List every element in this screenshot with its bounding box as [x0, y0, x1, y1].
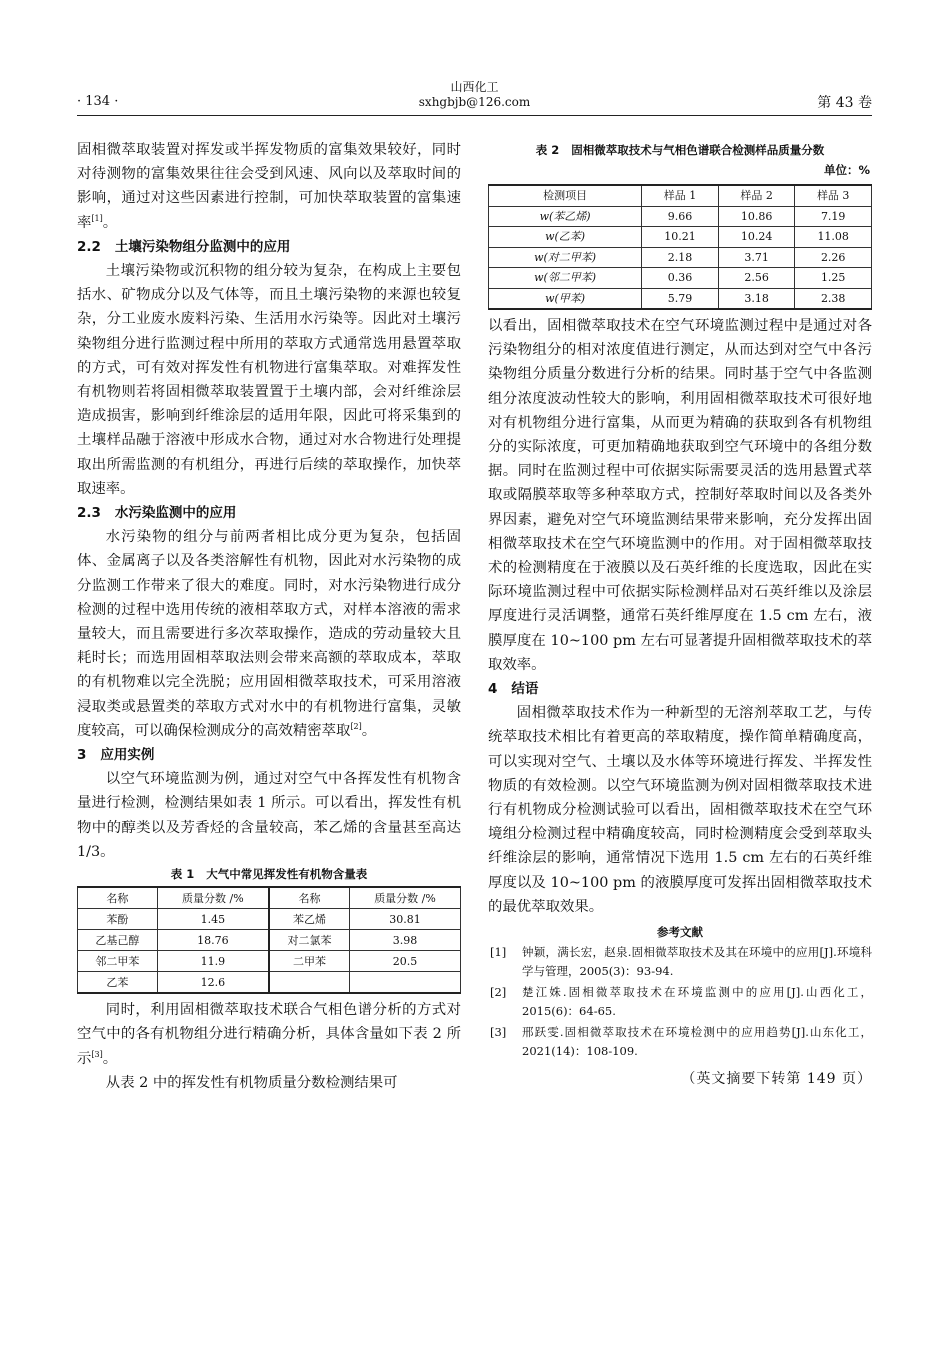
table-cell: w(乙苯) — [489, 227, 642, 248]
table-cell: 苯乙烯 — [269, 909, 350, 930]
table-cell: 20.5 — [350, 951, 461, 972]
table-2-header: 样品 3 — [795, 185, 872, 206]
page-number: · 134 · — [77, 94, 119, 109]
section-2-2-heading: 2.2 土壤污染物组分监测中的应用 — [77, 238, 291, 255]
table-row — [489, 268, 872, 289]
journal-name: 山西化工 — [450, 80, 499, 94]
table-cell: 乙基己醇 — [78, 930, 158, 951]
after-table-1-paragraph: 同时，利用固相微萃取技术联合气相色谱分析的方式对空气中的各有机物组分进行精确分析，具体含量如下表 2 所示[3]。 — [77, 1002, 461, 1067]
citation-1: [1] — [91, 213, 103, 223]
table-2-header: 样品 1 — [642, 185, 719, 206]
table-1 — [77, 886, 461, 994]
table-cell: 1.45 — [157, 909, 269, 930]
table-1-header: 名称 — [78, 887, 158, 909]
table-cell: 0.36 — [642, 268, 719, 289]
header-rule — [77, 115, 872, 116]
table-cell: 12.6 — [157, 972, 269, 994]
journal-info — [77, 80, 872, 110]
table-1-header: 质量分数 /% — [350, 887, 461, 909]
table-cell: 2.56 — [718, 268, 795, 289]
table-cell — [350, 972, 461, 994]
table-cell: 10.21 — [642, 227, 719, 248]
table-cell: 3.71 — [718, 247, 795, 268]
reference-text: 钟颖，满长宏，赵泉.固相微萃取技术及其在环境中的应用[J].环境科学与管理，2005(3)：93-94. — [522, 945, 872, 979]
table-row — [78, 909, 461, 930]
reference-item — [488, 943, 872, 981]
reference-number: [2] — [490, 985, 507, 1000]
page-header — [77, 78, 872, 118]
table-cell: 11.9 — [157, 951, 269, 972]
continued-paragraph: 以看出，固相微萃取技术在空气环境监测过程中是通过对各污染物组分的相对浓度值进行测定，从而达到对空气中各污染物组分质量分数进行分析的结果。同时基于空气中各监测组分浓度波动性较大的影响，利用固相微萃取技术可很好地对有机物组分进行富集，从而更为精确的获取到各有机物组分的实际浓度，可更加精确地获取到空气环境中的各组分数据。同时在监测过程中可依据实际需要灵活的选用悬置式萃取或隔膜萃取等多种萃取方式，控制好萃取时间以及各类外界因素，避免对空气环境监测结果带来影响，充分发挥出固相微萃取技术在空气环境监测中的作用。对于固相微萃取技术的检测精度在于液膜以及石英纤维的长度选取，因此在实际环境监测过程中可依据实际检测样品对石英纤维以及涂层厚度进行灵活调整，通常石英纤维厚度在 1.5 cm 左右，液膜厚度在 10~100 pm 左右可显著提升固相微萃取技术的萃取效率。 — [488, 318, 872, 673]
section-4-heading: 4 结语 — [488, 681, 539, 698]
reference-number: [3] — [490, 1025, 507, 1040]
reference-text: 邢跃雯.固相微萃取技术在环境检测中的应用趋势[J].山东化工，2021(14)：108-109. — [522, 1025, 872, 1059]
table-cell: 2.26 — [795, 247, 872, 268]
table-2-header-row — [489, 185, 872, 206]
citation-3: [3] — [91, 1049, 103, 1059]
table-row — [78, 930, 461, 951]
journal-email: sxhgbjb@126.com — [418, 95, 531, 109]
table-row — [489, 227, 872, 248]
references-title: 参考文献 — [657, 925, 703, 940]
table-cell: 乙苯 — [78, 972, 158, 994]
volume-label: 第 43 卷 — [817, 95, 872, 111]
section-3-paragraph: 以空气环境监测为例，通过对空气中各挥发性有机物含量进行检测，检测结果如表 1 所示。可以看出，挥发性有机物中的醇类以及芳香烃的含量较高，苯乙烯的含量甚至高达 1/3。 — [77, 771, 461, 860]
table-cell: 10.24 — [718, 227, 795, 248]
section-2-2-paragraph: 土壤污染物或沉积物的组分较为复杂，在构成上主要包括水、矿物成分以及气体等，而且土壤污染物的来源也较复杂，分工业废水废料污染、生活用水污染等。因此对土壤污染物组分进行监测过程中所用的萃取方式通常选用悬置萃取的方式，可有效对挥发性有机物进行富集萃取。对难挥发性有机物则若将固相微萃取装置置于土壤内部，会对纤维涂层造成损害，影响到纤维涂层的适用年限，因此可将采集到的土壤样品融于溶液中形成水合物，通过对水合物进行处理提取出所需监测的有机组分，再进行后续的萃取操作，加快萃取速率。 — [77, 263, 461, 497]
table-cell: 3.18 — [718, 288, 795, 309]
table-2-header: 检测项目 — [489, 185, 642, 206]
table-cell: w(邻二甲苯) — [489, 268, 642, 289]
table-cell: 3.98 — [350, 930, 461, 951]
table-cell: 9.66 — [642, 206, 719, 227]
table-2-header: 样品 2 — [718, 185, 795, 206]
table-row — [489, 206, 872, 227]
table-cell: 10.86 — [718, 206, 795, 227]
table-cell: w(对二甲苯) — [489, 247, 642, 268]
table-1-caption: 表 1 大气中常见挥发性有机物含量表 — [170, 867, 368, 882]
right-column — [488, 138, 872, 1091]
table-row — [78, 951, 461, 972]
table-2-caption: 表 2 固相微萃取技术与气相色谱联合检测样品质量分数 — [535, 143, 825, 157]
table-2 — [488, 184, 872, 310]
table-cell: 5.79 — [642, 288, 719, 309]
section-2-3-paragraph: 水污染物的组分与前两者相比成分更为复杂，包括固体、金属离子以及各类溶解性有机物，因此对水污染物的成分监测工作带来了很大的难度。同时，对水污染物进行成分检测的过程中选用传统的液相萃取方式，对样本溶液的需求量较大，而且需要进行多次萃取操作，造成的劳动量较大且耗时长；而选用固相萃取法则会带来高额的萃取成本，萃取的有机物难以完全洗脱；应用固相微萃取技术，可采用溶液浸取类或悬置类的萃取方式对水中的有机物进行富集，灵敏度较高，可以确保检测成分的高效精密萃取[2]。 — [77, 529, 461, 739]
table-1-header-row — [78, 887, 461, 909]
table-row — [78, 972, 461, 994]
table-2-intro-paragraph: 从表 2 中的挥发性有机物质量分数检测结果可 — [105, 1074, 398, 1091]
table-cell: 2.38 — [795, 288, 872, 309]
table-cell: 11.08 — [795, 227, 872, 248]
left-column — [77, 138, 461, 1095]
table-cell: w(甲苯) — [489, 288, 642, 309]
table-cell: 7.19 — [795, 206, 872, 227]
table-row — [489, 247, 872, 268]
intro-paragraph: 固相微萃取装置对挥发或半挥发物质的富集效果较好，同时对待测物的富集效果往往会受到风速、风向以及萃取时间的影响，通过对这些因素进行控制，可加快萃取装置的富集速率[1]。 — [77, 142, 461, 231]
table-cell: 30.81 — [350, 909, 461, 930]
citation-2: [2] — [350, 721, 362, 731]
table-cell: 二甲苯 — [269, 951, 350, 972]
reference-item — [488, 983, 872, 1021]
table-1-header: 质量分数 /% — [157, 887, 269, 909]
table-cell — [269, 972, 350, 994]
table-cell: 2.18 — [642, 247, 719, 268]
continuation-note: （英文摘要下转第 149 页） — [681, 1071, 872, 1088]
table-cell: 苯酚 — [78, 909, 158, 930]
table-2-unit: 单位：% — [823, 163, 870, 177]
section-4-paragraph: 固相微萃取技术作为一种新型的无溶剂萃取工艺，与传统萃取技术相比有着更高的萃取精度，操作简单精确度高，可以实现对空气、土壤以及水体等环境进行挥发、半挥发性物质的有效检测。以空气环境监测为例对固相微萃取技术进行有机物成分检测试验可以看出，固相微萃取技术在空气环境组分检测过程中精确度较高，同时检测精度会受到萃取头纤维涂层的影响，通常情况下选用 1.5 cm 左右的石英纤维厚度以及 10~100 pm 的液膜厚度可发挥出固相微萃取技术的最优萃取效果。 — [488, 705, 872, 915]
table-cell: 对二氯苯 — [269, 930, 350, 951]
table-cell: w(苯乙烯) — [489, 206, 642, 227]
reference-number: [1] — [490, 945, 507, 960]
table-1-header: 名称 — [269, 887, 350, 909]
table-row — [489, 288, 872, 309]
table-cell: 1.25 — [795, 268, 872, 289]
reference-item — [488, 1023, 872, 1061]
reference-text: 楚江姝.固相微萃取技术在环境监测中的应用[J].山西化工，2015(6)：64-65. — [522, 985, 872, 1019]
table-cell: 18.76 — [157, 930, 269, 951]
section-2-3-heading: 2.3 水污染监测中的应用 — [77, 505, 237, 522]
table-cell: 邻二甲苯 — [78, 951, 158, 972]
section-3-heading: 3 应用实例 — [77, 747, 155, 764]
